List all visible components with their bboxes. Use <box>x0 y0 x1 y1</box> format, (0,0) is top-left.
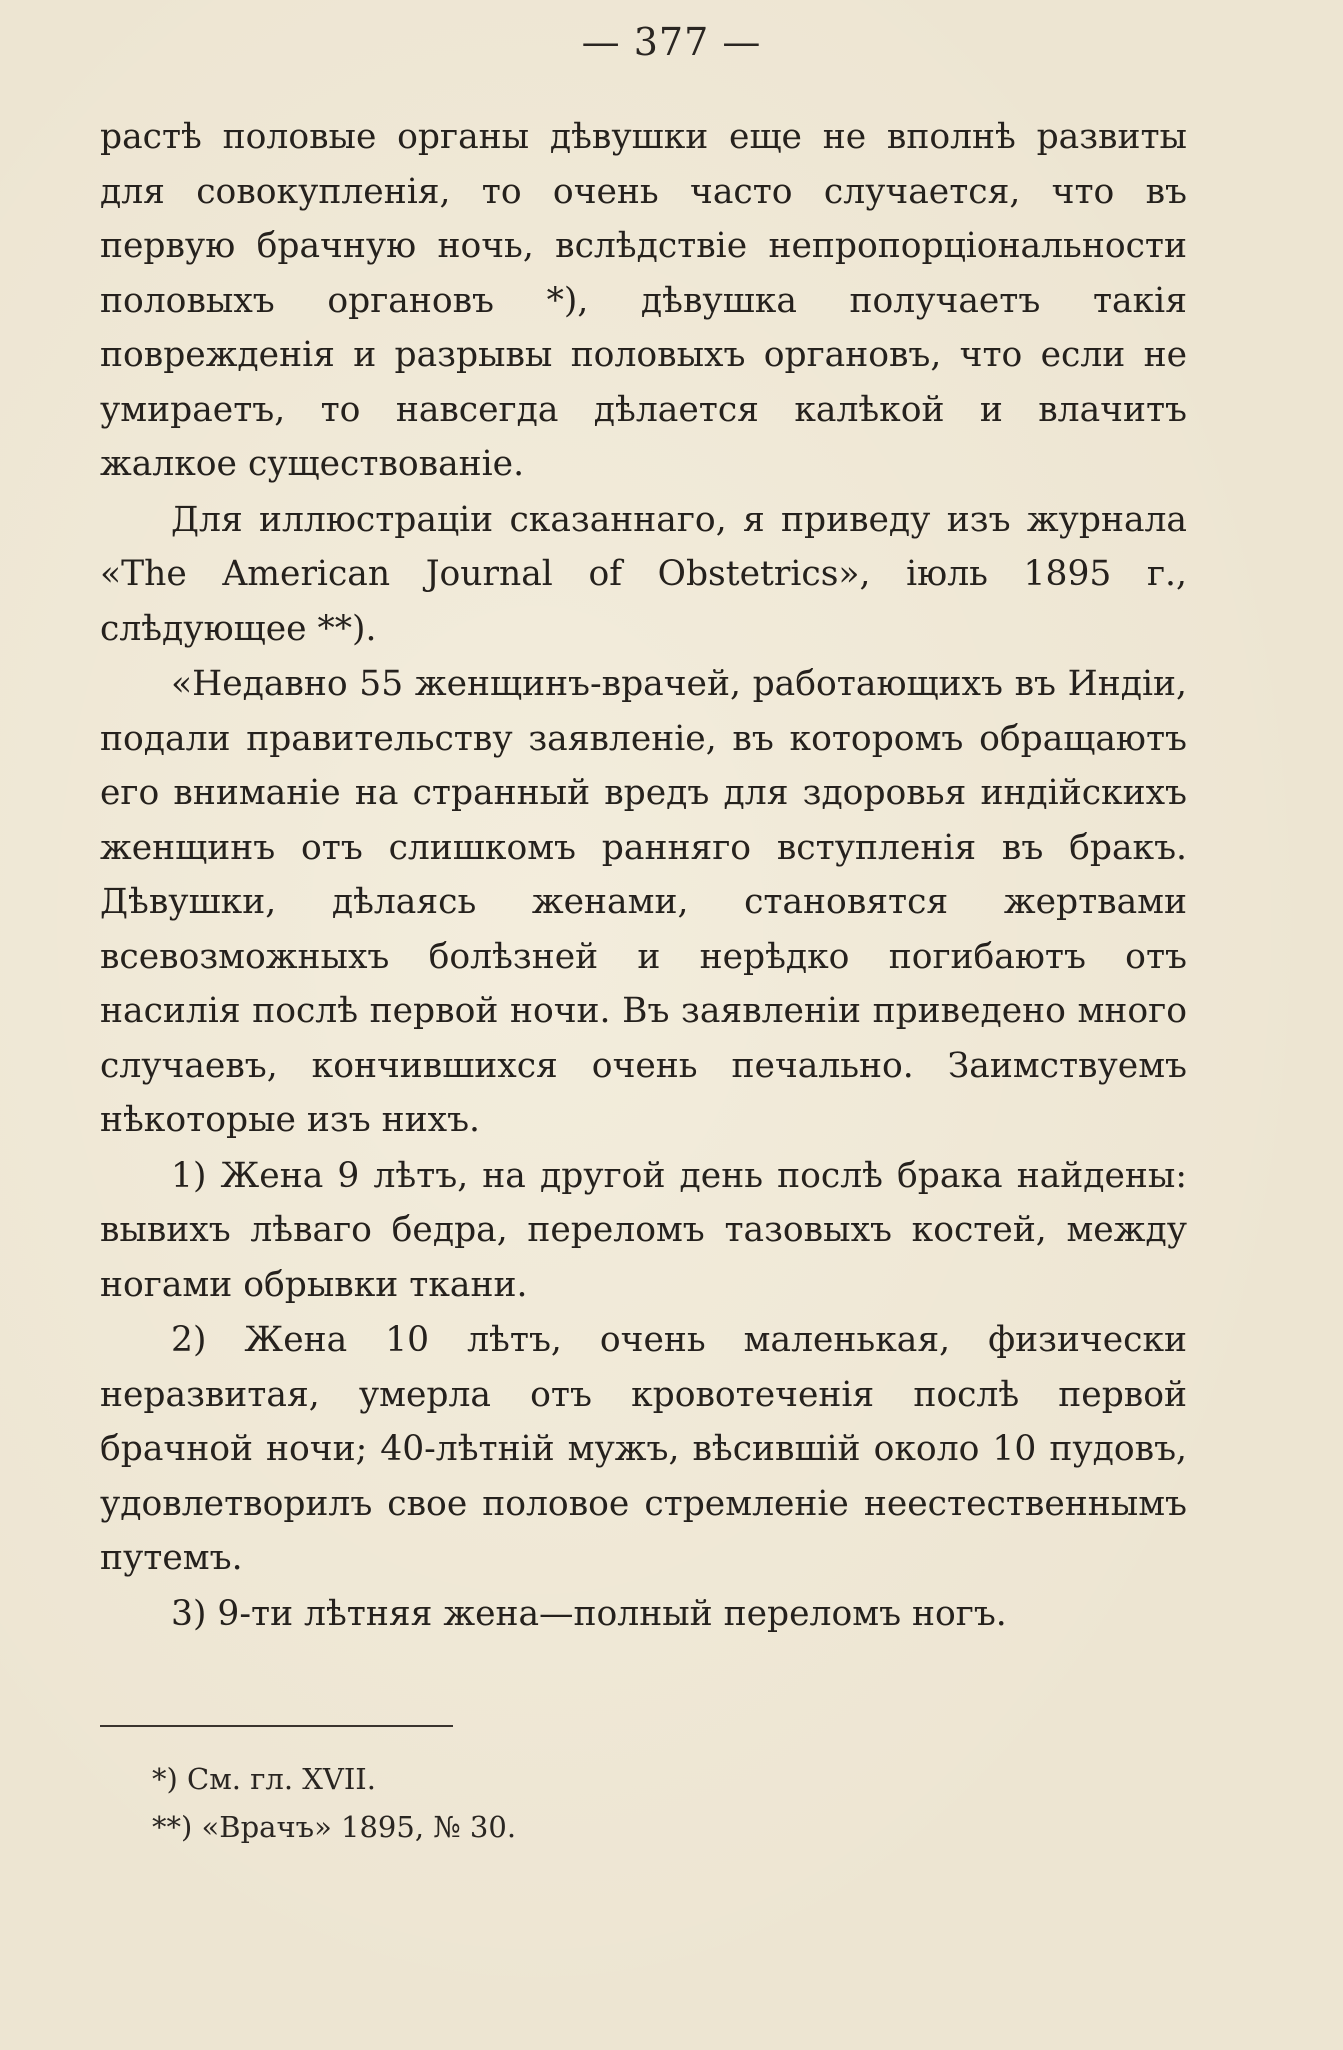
paragraph: растѣ половые органы дѣвушки еще не вполнѣ развиты для совокупленія, то очень часто случается, что въ первую брачную ночь, вслѣдствіе непропорціональности половыхъ органовъ *), дѣвушка получаетъ такія поврежденія и разрывы половыхъ органовъ, что если не умираетъ, то навсегда дѣлается калѣкой и влачитъ жалкое существованіе. <box>100 117 1187 484</box>
footnote: **) «Врачъ» 1895, № 30. <box>152 1810 517 1844</box>
page-number: — 377 — <box>581 20 762 64</box>
paragraph: Для иллюстраціи сказаннаго, я приведу изъ журнала «The American Journal of Obstetrics», іюль 1895 г., слѣдующее **). <box>100 499 1187 649</box>
footnote: *) См. гл. XVII. <box>152 1762 376 1796</box>
paragraph: 1) Жена 9 лѣтъ, на другой день послѣ брака найдены: вывихъ лѣваго бедра, переломъ тазовыхъ костей, между ногами обрывки ткани. <box>100 1155 1187 1305</box>
paragraph: «Недавно 55 женщинъ-врачей, работающихъ въ Индіи, подали правительству заявленіе, въ которомъ обращаютъ его вниманіе на странный вредъ для здоровья индійскихъ женщинъ отъ слишкомъ ранняго вступленія въ бракъ. Дѣвушки, дѣлаясь женами, становятся жертвами всевозможныхъ болѣзней и нерѣдко погибаютъ отъ насилія послѣ первой ночи. Въ заявленіи приведено много случаевъ, кончившихся очень печально. Заимствуемъ нѣкоторые изъ нихъ. <box>100 664 1187 1140</box>
paragraph: 2) Жена 10 лѣтъ, очень маленькая, физически неразвитая, умерла отъ кровотеченія послѣ первой брачной ночи; 40-лѣтній мужъ, вѣсившій около 10 пудовъ, удовлетворилъ свое половое стремленіе неестественнымъ путемъ. <box>100 1320 1187 1578</box>
footnote-divider <box>100 1725 453 1727</box>
body-text <box>100 110 1187 1642</box>
footnotes <box>100 1725 1187 1851</box>
paragraph: 3) 9-ти лѣтняя жена—полный переломъ ногъ. <box>171 1593 1007 1634</box>
